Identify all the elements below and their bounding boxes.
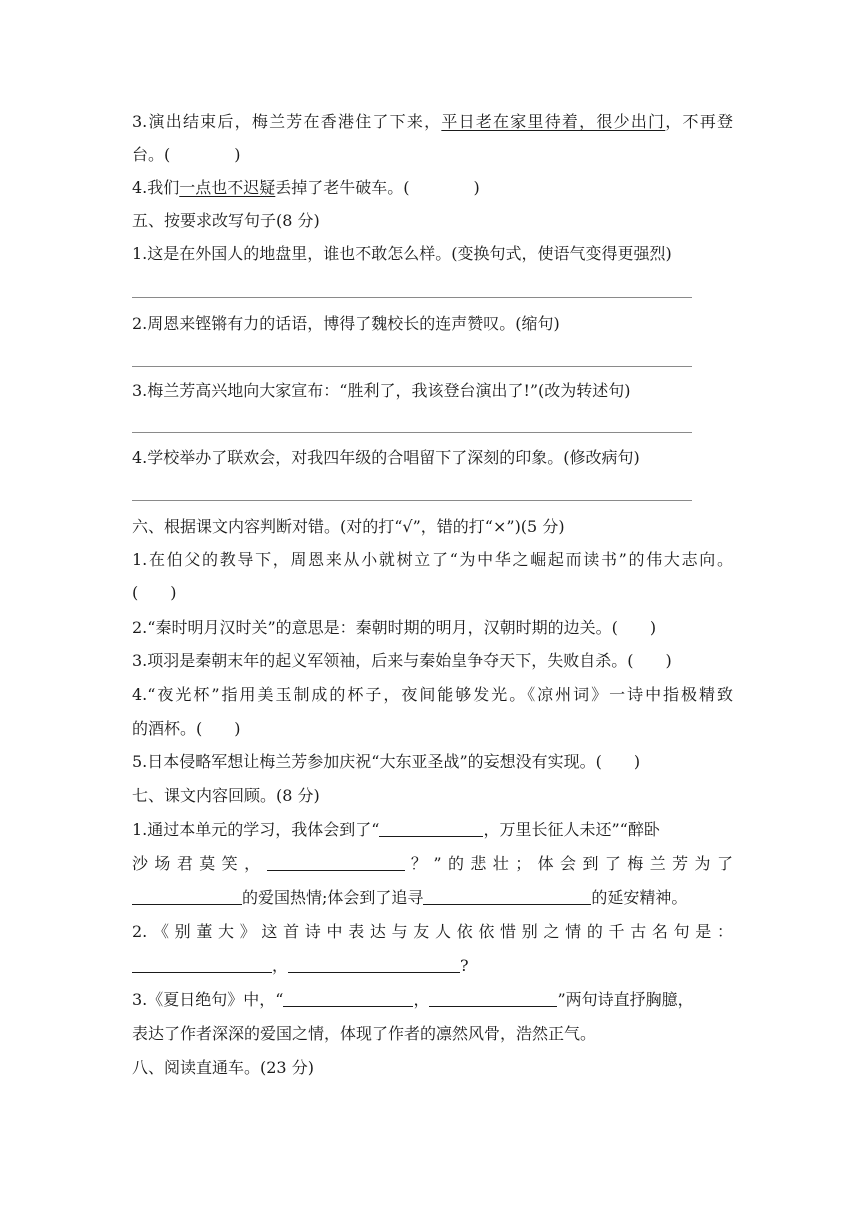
- question-4-3-line1: [132, 112, 733, 132]
- question-7-2-line1: 2.《别董大》这首诗中表达与友人依依惜别之情的千古名句是：: [132, 922, 733, 941]
- section-7-heading: 七、课文内容回顾。(8 分): [132, 786, 320, 805]
- question-4-3-line2: 台。( ): [132, 145, 241, 164]
- question-6-5: 5.日本侵略军想让梅兰芳参加庆祝“大东亚圣战”的妄想没有实现。( ): [132, 752, 641, 771]
- question-7-1-line3-text: 的爱国热情;体会到了追寻: [242, 888, 424, 907]
- question-6-1-line2: ( ): [132, 583, 177, 602]
- question-7-1-line2: [132, 854, 733, 874]
- question-4-4-text-end: 丢掉了老牛破车。( ): [275, 178, 480, 197]
- question-7-2-end: ?: [460, 956, 469, 975]
- question-6-2: 2.“秦时明月汉时关”的意思是：秦朝时期的明月，汉朝时期的边关。( ): [132, 618, 657, 637]
- question-7-1-line3-text-end: 的延安精神。: [591, 888, 688, 907]
- blank-7-3-b[interactable]: [429, 990, 557, 1007]
- answer-line-5-4: [132, 500, 692, 501]
- question-5-3: 3.梅兰芳高兴地向大家宣布：“胜利了，我该登台演出了!”(改为转述句): [132, 381, 631, 400]
- question-4-4-underlined: 一点也不迟疑: [179, 178, 276, 197]
- section-8-heading: 八、阅读直通车。(23 分): [132, 1058, 314, 1077]
- question-7-1-text: 1.通过本单元的学习，我体会到了“: [132, 820, 380, 839]
- answer-line-5-2: [132, 366, 692, 367]
- question-4-4-text: 4.我们: [132, 178, 180, 197]
- question-6-4-line1: 4.“夜光杯”指用美玉制成的杯子，夜间能够发光。《凉州词》一诗中指极精致: [132, 685, 733, 704]
- question-7-1-line2-text: 沙场君莫笑，: [132, 854, 267, 873]
- blank-7-1-d[interactable]: [423, 888, 591, 905]
- section-6-heading: 六、根据课文内容判断对错。(对的打“√”，错的打“×”)(5 分): [132, 517, 565, 536]
- answer-line-5-3: [132, 432, 692, 433]
- question-6-3: 3.项羽是秦朝末年的起义军领袖，后来与秦始皇争夺天下，失败自杀。( ): [132, 651, 672, 670]
- question-7-1-text-end: ，万里长征人未还”“醉卧: [483, 820, 660, 839]
- answer-line-5-1: [132, 297, 692, 298]
- question-5-4: 4.学校举办了联欢会，对我四年级的合唱留下了深刻的印象。(修改病句): [132, 448, 640, 467]
- question-4-4: [132, 178, 732, 198]
- question-5-1: 1.这是在外国人的地盘里，谁也不敢怎么样。(变换句式，使语气变得更强烈): [132, 244, 672, 263]
- question-7-2-line2: [132, 956, 732, 976]
- question-6-1-line1: 1.在伯父的教导下，周恩来从小就树立了“为中华之崛起而读书”的伟大志向。: [132, 550, 733, 569]
- question-7-1-line1: [132, 820, 732, 840]
- question-4-3-text: 3.演出结束后，梅兰芳在香港住了下来，: [132, 112, 442, 131]
- blank-7-2-b[interactable]: [288, 956, 460, 973]
- question-4-3-underlined: 平日老在家里待着，很少出门: [441, 112, 666, 131]
- question-6-4-line2: 的酒杯。( ): [132, 719, 241, 738]
- blank-7-3-a[interactable]: [283, 990, 413, 1007]
- question-7-2-comma: ，: [272, 956, 289, 975]
- section-5-heading: 五、按要求改写句子(8 分): [132, 211, 320, 230]
- question-7-3-line2: 表达了作者深深的爱国之情，体现了作者的凛然风骨，浩然正气。: [132, 1024, 597, 1043]
- question-5-2: 2.周恩来铿锵有力的话语，博得了魏校长的连声赞叹。(缩句): [132, 314, 560, 333]
- question-7-3-line1: [132, 990, 732, 1010]
- question-4-3-text-end: ，不再登: [665, 112, 733, 131]
- blank-7-1-a[interactable]: [379, 820, 483, 837]
- question-7-3-text: 3.《夏日绝句》中，“: [132, 990, 284, 1009]
- question-7-1-line2-text-end: ？”的悲壮；体会到了梅兰芳为了: [404, 854, 733, 873]
- blank-7-2-a[interactable]: [132, 956, 272, 973]
- question-7-3-comma: ，: [413, 990, 430, 1009]
- blank-7-1-c[interactable]: [132, 888, 242, 905]
- blank-7-1-b[interactable]: [267, 854, 405, 871]
- question-7-3-text-end: ”两句诗直抒胸臆，: [557, 990, 694, 1009]
- question-7-1-line3: [132, 888, 732, 908]
